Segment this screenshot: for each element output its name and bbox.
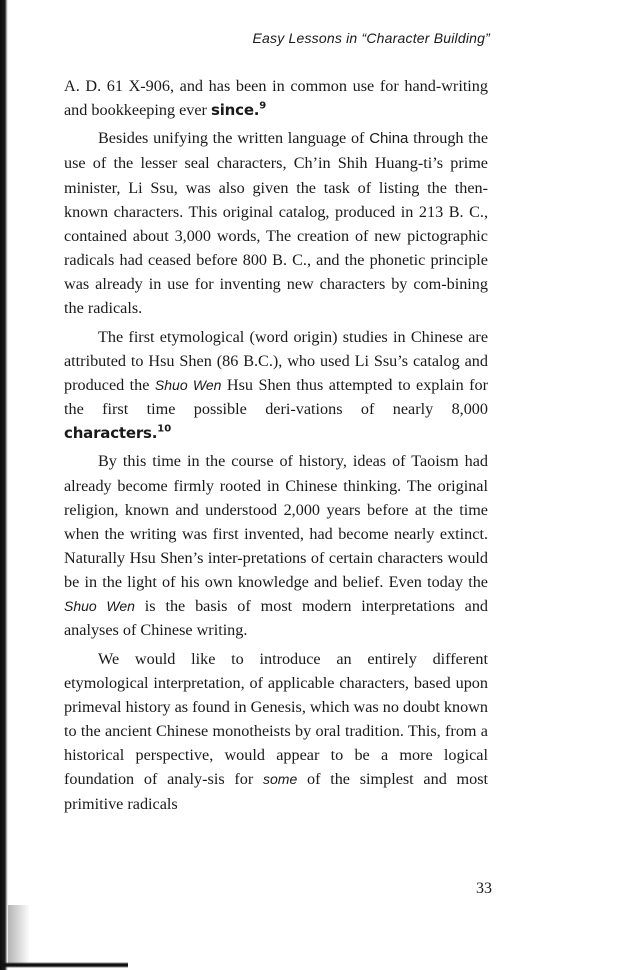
footnote-marker: 9 xyxy=(259,100,267,112)
sans-word: China xyxy=(369,130,409,148)
paragraph-2 xyxy=(64,126,488,320)
paragraph-5-text-a: We would like to introduce an entirely different etymological interpretation, of applicable characters, based upon primeval history as found in Genesis, which was no doubt known to the ancient Chinese monotheists by oral tradition. This, from a historical perspective, would appear to be a more logical foundation of analy-sis for xyxy=(64,649,488,789)
paragraph-4 xyxy=(64,449,488,642)
emphasis-word: some xyxy=(263,771,298,788)
footnoted-word: characters. xyxy=(64,424,158,443)
paragraph-4-text-a: By this time in the course of history, ideas of Taoism had already become firmly rooted in Chinese thinking. The original religion, known and understood 2,000 years before at the time when the writing was first invented, had become nearly extinct. Naturally Hsu Shen’s inter-pretations of certain characters would be in the light of his own knowledge and belief. Even today the xyxy=(64,452,488,592)
body-text xyxy=(64,74,488,820)
book-title: Shuo Wen xyxy=(154,376,222,393)
paragraph-2-text-a: Besides unifying the written language of xyxy=(98,129,365,148)
paragraph-1-text: A. D. 61 X-906, and has been in common use for hand-writing and bookkeeping ever xyxy=(64,77,488,120)
paragraph-5-text-b: of the simplest and most primitive radicals xyxy=(64,770,489,813)
paragraph-4-text-b: is the basis of most modern interpretations and analyses of Chinese writing. xyxy=(64,597,489,640)
scan-shadow-corner xyxy=(8,905,30,965)
footnoted-word: since. xyxy=(210,101,260,120)
book-title: Shuo Wen xyxy=(64,598,135,615)
scan-shadow-left xyxy=(0,0,8,970)
paragraph-3 xyxy=(64,325,488,446)
running-header: Easy Lessons in “Character Building” xyxy=(252,30,490,46)
page-number: 33 xyxy=(476,880,492,897)
footnote-marker: 10 xyxy=(157,423,172,435)
scan-shadow-bottom xyxy=(0,962,128,968)
paragraph-3-text-b: Hsu Shen thus attempted to explain for the first time possible deri-vations of nearly 8,000 xyxy=(64,375,488,419)
paragraph-2-text-b: through the use of the lesser seal characters, Ch’in Shih Huang-ti’s prime minister, Li Ssu, was also given the task of listing the then-known characters. This original catalog, produced in 213 B. C., contained about 3,000 words, The creation of new pictographic radicals had ceased before 800 B. C., and the phonetic principle was already in use for inventing new characters by com-bining the radicals. xyxy=(64,129,489,318)
paragraph-1 xyxy=(64,74,488,122)
paragraph-5 xyxy=(64,647,488,816)
paragraph-3-text-a: The first etymological (word origin) studies in Chinese are attributed to Hsu Shen (86 B.C.), who used Li Ssu’s catalog and produced the xyxy=(64,327,488,394)
